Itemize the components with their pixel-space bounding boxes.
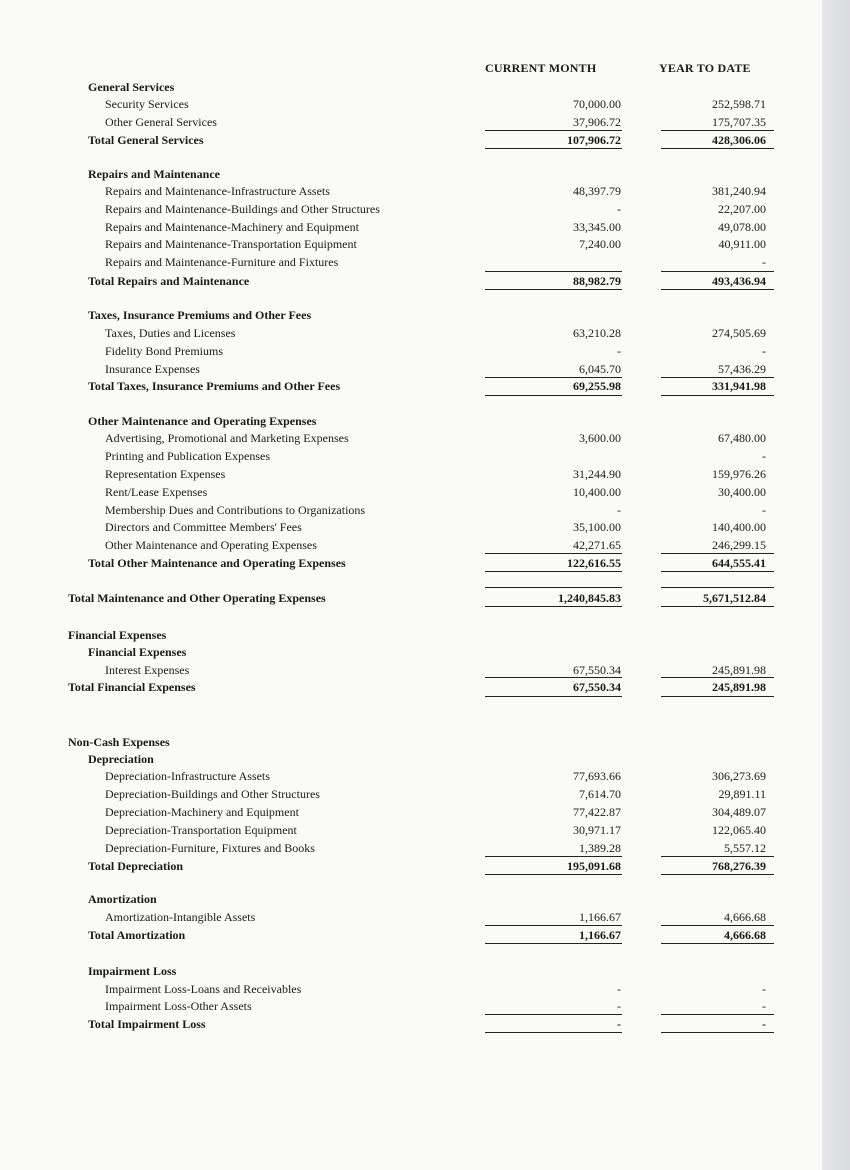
item-label: Fidelity Bond Premiums (105, 344, 224, 358)
year-to-date-total: 493,436.94 (712, 274, 766, 288)
subsection-heading (0, 643, 822, 661)
total-row (0, 857, 822, 875)
year-to-date-value: 245,891.98 (712, 663, 766, 677)
item-label: Repairs and Maintenance-Buildings and Other Structures (105, 202, 380, 216)
year-to-date-total: 768,276.39 (712, 859, 766, 873)
total-rule (485, 943, 622, 944)
total-rule (661, 696, 774, 697)
current-month-value: 10,400.00 (573, 485, 621, 499)
line-item (0, 360, 822, 378)
year-to-date-value: 274,505.69 (712, 326, 766, 340)
total-label: Total Financial Expenses (68, 680, 196, 694)
current-month-total: 1,166.67 (579, 928, 621, 942)
total-label: Total Impairment Loss (88, 1017, 206, 1031)
grand-total-rule (661, 606, 774, 607)
section-heading (0, 412, 822, 430)
current-month-value: - (617, 503, 621, 517)
total-rule (661, 395, 774, 396)
current-month-value: 42,271.65 (573, 538, 621, 552)
current-month-total: 67,550.34 (573, 680, 621, 694)
current-month-value: 3,600.00 (579, 431, 621, 445)
year-to-date-total: - (762, 1017, 766, 1031)
line-item (0, 218, 822, 236)
subsection-title: Amortization (88, 892, 157, 906)
line-item (0, 767, 822, 785)
total-label: Total Maintenance and Other Operating Expenses (68, 591, 326, 605)
current-month-value: 30,971.17 (573, 823, 621, 837)
current-month-value: 37,906.72 (573, 115, 621, 129)
total-row (0, 678, 822, 696)
item-label: Membership Dues and Contributions to Organizations (105, 503, 366, 517)
line-item (0, 501, 822, 519)
total-rule (661, 943, 774, 944)
section-heading (0, 626, 822, 644)
total-row (0, 554, 822, 572)
total-rule (485, 874, 622, 875)
year-to-date-value: 49,078.00 (718, 220, 766, 234)
total-row (0, 272, 822, 290)
grand-total-top-rule (661, 587, 774, 588)
year-to-date-value: - (762, 982, 766, 996)
year-to-date-value: 30,400.00 (718, 485, 766, 499)
item-label: Repairs and Maintenance-Machinery and Equipment (105, 220, 359, 234)
year-to-date-value: 252,598.71 (712, 97, 766, 111)
year-to-date-value: 306,273.69 (712, 769, 766, 783)
year-to-date-value: - (762, 449, 766, 463)
year-to-date-value: - (762, 999, 766, 1013)
line-item (0, 429, 822, 447)
current-month-value: 33,345.00 (573, 220, 621, 234)
line-item (0, 182, 822, 200)
total-rule (485, 395, 622, 396)
current-month-value: 6,045.70 (579, 362, 621, 376)
current-month-value: - (617, 982, 621, 996)
scan-edge-shadow (822, 0, 850, 1170)
current-month-value: - (617, 344, 621, 358)
year-to-date-header: YEAR TO DATE (659, 61, 751, 75)
total-label: Total Taxes, Insurance Premiums and Other Fees (88, 379, 341, 393)
grand-total-top-rule (485, 587, 622, 588)
section-title: Non-Cash Expenses (68, 735, 170, 749)
line-item (0, 95, 822, 113)
total-label: Total Depreciation (88, 859, 183, 873)
total-label: Total Other Maintenance and Operating Expenses (88, 556, 346, 570)
total-rule (661, 571, 774, 572)
line-item (0, 465, 822, 483)
subsection-title: Impairment Loss (88, 964, 177, 978)
item-label: Impairment Loss-Loans and Receivables (105, 982, 302, 996)
line-item (0, 518, 822, 536)
year-to-date-total: 331,941.98 (712, 379, 766, 393)
section-heading (0, 733, 822, 751)
section-heading (0, 165, 822, 183)
year-to-date-total: 428,306.06 (712, 133, 766, 147)
item-label: Repairs and Maintenance-Infrastructure Assets (105, 184, 330, 198)
item-label: Insurance Expenses (105, 362, 200, 376)
current-month-header: CURRENT MONTH (485, 61, 597, 75)
section-title: General Services (88, 80, 175, 94)
current-month-value: 1,389.28 (579, 841, 621, 855)
year-to-date-value: 140,400.00 (712, 520, 766, 534)
item-label: Rent/Lease Expenses (105, 485, 208, 499)
year-to-date-value: 381,240.94 (712, 184, 766, 198)
line-item (0, 324, 822, 342)
year-to-date-value: - (762, 344, 766, 358)
year-to-date-value: 175,707.35 (712, 115, 766, 129)
current-month-value: 77,693.66 (573, 769, 621, 783)
item-label: Depreciation-Furniture, Fixtures and Books (105, 841, 315, 855)
total-rule (485, 1032, 622, 1033)
year-to-date-total: 4,666.68 (724, 928, 766, 942)
current-month-value: 35,100.00 (573, 520, 621, 534)
total-rule (661, 289, 774, 290)
line-item (0, 235, 822, 253)
total-row (0, 1015, 822, 1033)
item-label: Security Services (105, 97, 189, 111)
total-label: Total General Services (88, 133, 204, 147)
subsection-heading (0, 750, 822, 768)
total-rule (661, 148, 774, 149)
total-row (0, 926, 822, 944)
year-to-date-value: 22,207.00 (718, 202, 766, 216)
year-to-date-value: 67,480.00 (718, 431, 766, 445)
current-month-value: 1,166.67 (579, 910, 621, 924)
grand-total-row (0, 589, 822, 607)
current-month-value: 7,240.00 (579, 237, 621, 251)
grand-total-rule (485, 606, 622, 607)
line-item (0, 980, 822, 998)
item-label: Other Maintenance and Operating Expenses (105, 538, 317, 552)
subsection-heading (0, 962, 822, 980)
current-month-total: 1,240,845.83 (558, 591, 621, 605)
current-month-total: - (617, 1017, 621, 1031)
line-item (0, 839, 822, 857)
section-heading (0, 306, 822, 324)
item-label: Repairs and Maintenance-Transportation Equipment (105, 237, 357, 251)
section-title: Other Maintenance and Operating Expenses (88, 414, 317, 428)
year-to-date-value: 122,065.40 (712, 823, 766, 837)
year-to-date-value: 29,891.11 (718, 787, 766, 801)
subsection-title: Depreciation (88, 752, 154, 766)
year-to-date-value: - (762, 503, 766, 517)
item-label: Amortization-Intangible Assets (105, 910, 256, 924)
item-label: Advertising, Promotional and Marketing Expenses (105, 431, 349, 445)
year-to-date-value: 304,489.07 (712, 805, 766, 819)
line-item (0, 253, 822, 271)
year-to-date-value: 5,557.12 (724, 841, 766, 855)
total-label: Total Repairs and Maintenance (88, 274, 250, 288)
item-label: Repairs and Maintenance-Furniture and Fixtures (105, 255, 339, 269)
current-month-total: 69,255.98 (573, 379, 621, 393)
item-label: Interest Expenses (105, 663, 190, 677)
item-label: Depreciation-Buildings and Other Structures (105, 787, 320, 801)
current-month-value: - (617, 999, 621, 1013)
total-rule (485, 571, 622, 572)
total-rule (485, 289, 622, 290)
year-to-date-value: 57,436.29 (718, 362, 766, 376)
year-to-date-value: 246,299.15 (712, 538, 766, 552)
total-rule (485, 148, 622, 149)
current-month-value: 77,422.87 (573, 805, 621, 819)
section-title: Repairs and Maintenance (88, 167, 220, 181)
current-month-value: 31,244.90 (573, 467, 621, 481)
line-item (0, 803, 822, 821)
section-title: Financial Expenses (68, 628, 167, 642)
line-item (0, 821, 822, 839)
current-month-total: 107,906.72 (567, 133, 621, 147)
line-item (0, 113, 822, 131)
total-label: Total Amortization (88, 928, 186, 942)
current-month-value: 67,550.34 (573, 663, 621, 677)
total-rule (661, 1032, 774, 1033)
item-label: Other General Services (105, 115, 217, 129)
item-label: Taxes, Duties and Licenses (105, 326, 236, 340)
section-heading (0, 78, 822, 96)
line-item (0, 536, 822, 554)
year-to-date-value: 4,666.68 (724, 910, 766, 924)
year-to-date-value: 159,976.26 (712, 467, 766, 481)
current-month-total: 195,091.68 (567, 859, 621, 873)
line-item (0, 908, 822, 926)
item-label: Impairment Loss-Other Assets (105, 999, 252, 1013)
current-month-value: 7,614.70 (579, 787, 621, 801)
item-label: Depreciation-Transportation Equipment (105, 823, 297, 837)
total-row (0, 131, 822, 149)
section-title: Taxes, Insurance Premiums and Other Fees (88, 308, 312, 322)
total-row (0, 377, 822, 395)
year-to-date-total: 245,891.98 (712, 680, 766, 694)
line-item (0, 200, 822, 218)
year-to-date-total: 5,671,512.84 (703, 591, 766, 605)
line-item (0, 447, 822, 465)
year-to-date-value: - (762, 255, 766, 269)
item-label: Printing and Publication Expenses (105, 449, 270, 463)
subsection-heading (0, 890, 822, 908)
line-item (0, 785, 822, 803)
item-label: Directors and Committee Members' Fees (105, 520, 302, 534)
year-to-date-total: 644,555.41 (712, 556, 766, 570)
item-label: Representation Expenses (105, 467, 226, 481)
current-month-total: 88,982.79 (573, 274, 621, 288)
line-item (0, 997, 822, 1015)
current-month-value: 48,397.79 (573, 184, 621, 198)
item-label: Depreciation-Machinery and Equipment (105, 805, 299, 819)
item-label: Depreciation-Infrastructure Assets (105, 769, 270, 783)
current-month-value: 63,210.28 (573, 326, 621, 340)
total-rule (661, 874, 774, 875)
current-month-value: 70,000.00 (573, 97, 621, 111)
current-month-total: 122,616.55 (567, 556, 621, 570)
subsection-title: Financial Expenses (88, 645, 187, 659)
current-month-value: - (617, 202, 621, 216)
year-to-date-value: 40,911.00 (718, 237, 766, 251)
total-rule (485, 696, 622, 697)
line-item (0, 483, 822, 501)
line-item (0, 342, 822, 360)
